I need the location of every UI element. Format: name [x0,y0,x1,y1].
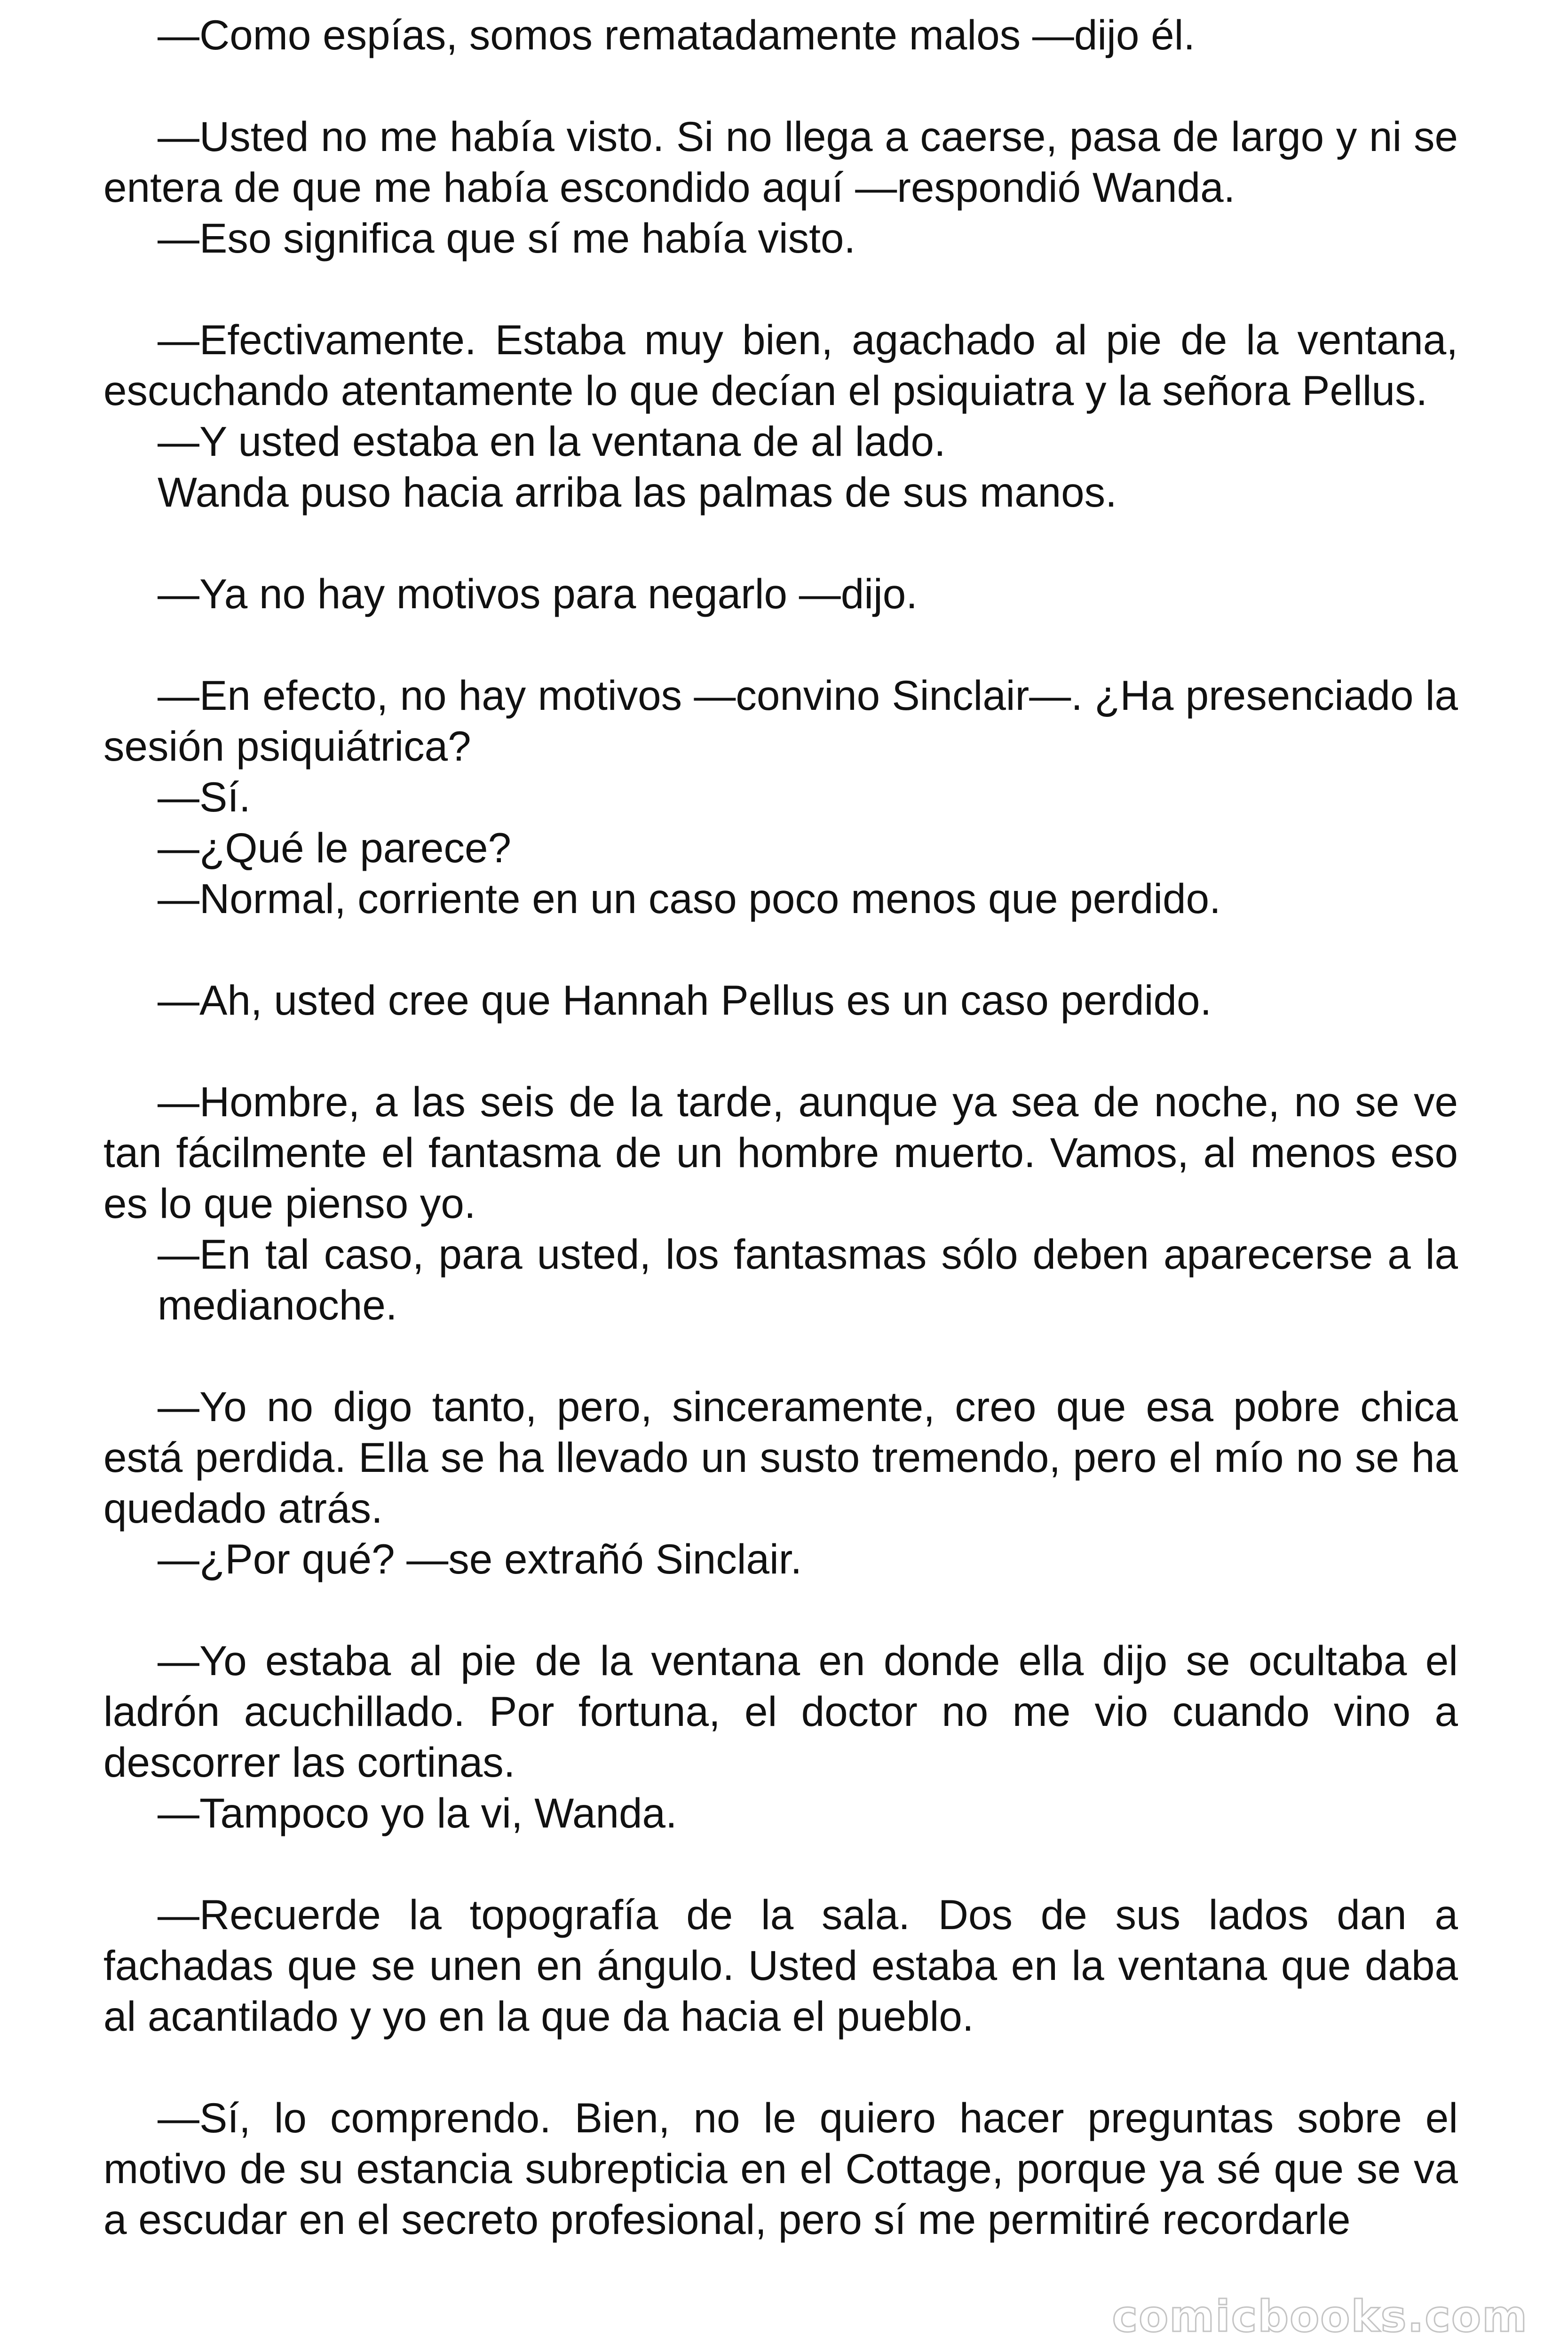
paragraph: —Efectivamente. Estaba muy bien, agachado al pie de la ventana, escuchando atentamente lo que decían el psiquiatra y la señora Pellus. [103,316,1458,414]
paragraph: —Ya no hay motivos para negarlo —dijo. [158,570,918,617]
paragraph: —Ah, usted cree que Hannah Pellus es un caso perdido. [158,977,1212,1024]
paragraph: —Como espías, somos rematadamente malos —dijo él. [158,11,1196,58]
paragraph: —Tampoco yo la vi, Wanda. [158,1789,677,1836]
page-text [103,9,1458,2245]
paragraph: —Yo no digo tanto, pero, sinceramente, creo que esa pobre chica está perdida. Ella se ha llevado un susto tremendo, pero el mío no se ha quedado atrás. [103,1383,1458,1532]
paragraph: —Y usted estaba en la ventana de al lado. [158,418,946,465]
paragraph: —Yo estaba al pie de la ventana en donde ella dijo se ocultaba el ladrón acuchillado. Por fortuna, el doctor no me vio cuando vino a descorrer las cortinas. [103,1637,1458,1786]
paragraph: —¿Qué le parece? [158,824,511,871]
paragraph: —Usted no me había visto. Si no llega a caerse, pasa de largo y ni se entera de que me había escondido aquí —respondió Wanda. [103,113,1458,211]
paragraph: —En tal caso, para usted, los fantasmas sólo deben aparecerse a la medianoche. [158,1231,1458,1328]
paragraph: —Hombre, a las seis de la tarde, aunque ya sea de noche, no se ve tan fácilmente el fantasma de un hombre muerto. Vamos, al menos eso es lo que pienso yo. [103,1078,1458,1227]
paragraph: —Eso significa que sí me había visto. [158,215,856,262]
paragraph: —¿Por qué? —se extrañó Sinclair. [158,1535,802,1582]
paragraph: —Sí, lo comprendo. Bien, no le quiero hacer preguntas sobre el motivo de su estancia subrepticia en el Cottage, porque ya sé que se va a escudar en el secreto profesional, pero sí me permitiré recordarle [103,2094,1458,2243]
paragraph: —Normal, corriente en un caso poco menos que perdido. [158,875,1221,922]
paragraph: —En efecto, no hay motivos —convino Sinclair—. ¿Ha presenciado la sesión psiquiátrica? [103,672,1458,770]
paragraph: —Sí. [158,773,251,820]
paragraph: —Recuerde la topografía de la sala. Dos de sus lados dan a fachadas que se unen en ángulo. Usted estaba en la ventana que daba al acantilado y yo en la que da hacia el pueblo. [103,1891,1458,2040]
paragraph: Wanda puso hacia arriba las palmas de sus manos. [158,469,1117,516]
watermark-logo: comicbooks.com [1112,2291,1528,2342]
